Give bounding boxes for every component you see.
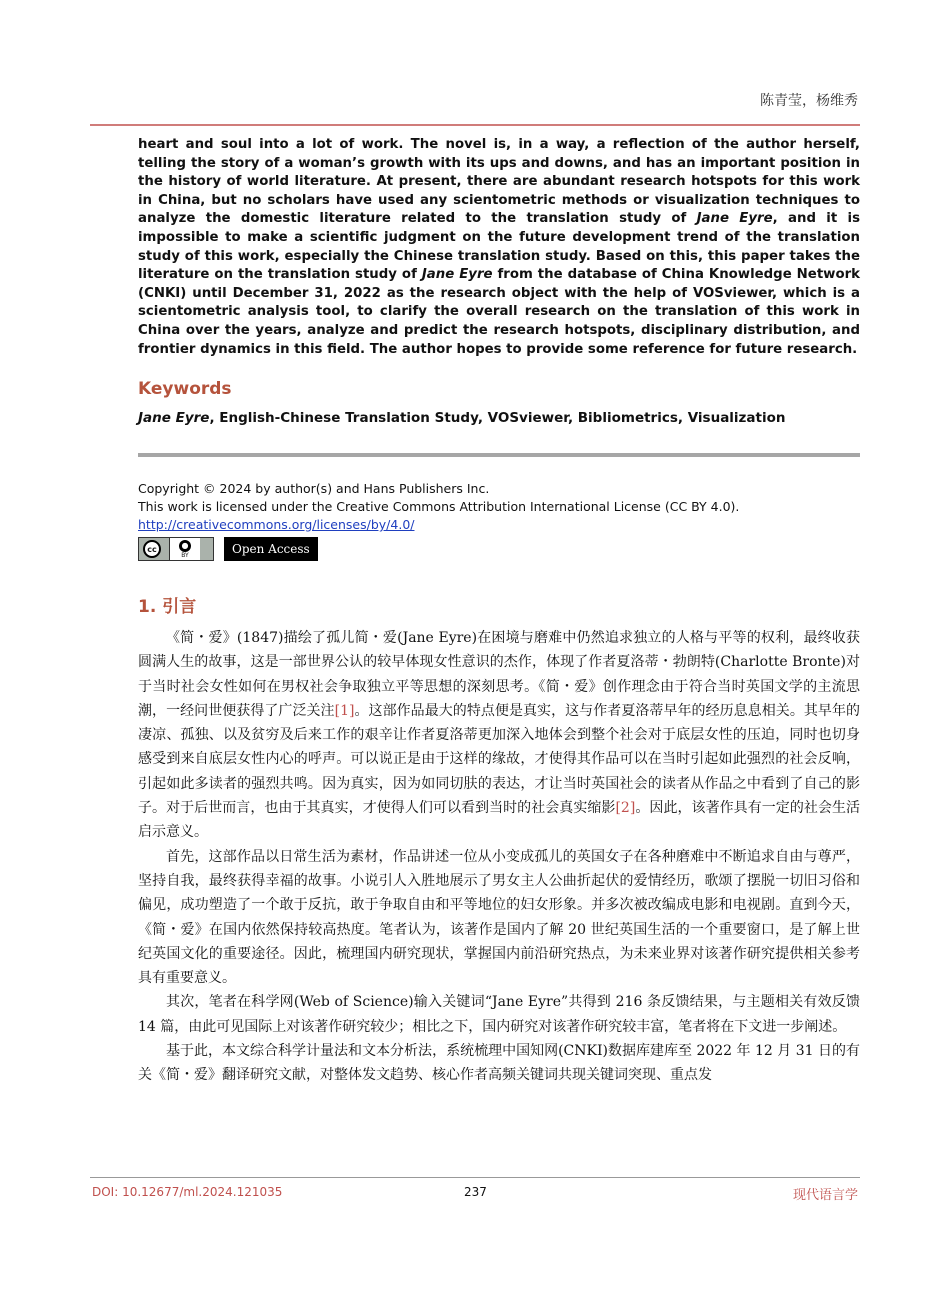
keywords-heading: Keywords <box>138 379 232 399</box>
keywords-rest: , English-Chinese Translation Study, VOSviewer, Bibliometrics, Visualization <box>209 410 786 426</box>
abstract-text <box>138 136 860 359</box>
header-divider <box>90 124 860 126</box>
citation-2[interactable]: [2] <box>615 800 636 817</box>
license-block <box>138 480 860 534</box>
abstract-part-2: , and it is impossible to make a scientific judgment on the future development trend of the translation study of this work, especially the Chinese translation study. Based on this, this paper takes the literature on the translation study of <box>138 211 860 283</box>
paragraph-1-part-b: 。这部作品最大的特点便是真实，这与作者夏洛蒂早年的经历息息相关。其早年的凄凉、孤独、以及贫穷及后来工作的艰辛让作者夏洛蒂更加深入地体会到整个社会对于底层女性的压迫，同时也切身感受到来自底层女性内心的呼声。可以说正是由于这样的缘故，才使得其作品可以在当时引起如此强烈的社会反响，引起如此多读者的强烈共鸣。因为真实，因为如同切肤的表达，才让当时英国社会的读者从作品之中看到了自己的影子。对于后世而言，也由于其真实，才使得人们可以看到当时的社会真实缩影 <box>138 702 861 817</box>
paragraph-1-part-c: 。因此，该著作具有一定的社会生活启示意义。 <box>138 800 861 841</box>
open-access-badge[interactable]: Open Access <box>224 537 318 561</box>
abstract-part-3: from the database of China Knowledge Network (CNKI) until December 31, 2022 as the research object with the help of VOSviewer, which is a scientometric analysis tool, to clarify the overall research on the translation of this work in China over the years, analyze and predict the research hotspots, disciplinary distribution, and frontier dynamics in this field. The author hopes to provide some reference for future research. <box>138 267 860 357</box>
person-icon: ● <box>179 540 191 552</box>
abstract-title-2: Jane Eyre <box>421 267 493 283</box>
footer-divider <box>90 1177 860 1178</box>
paragraph-4: 基于此，本文综合科学计量法和文本分析法，系统梳理中国知网(CNKI)数据库建库至 2022 年 12 月 31 日的有关《简・爱》翻译研究文献，对整体发文趋势、核心作者高频关键词共现关键词突现、重点发 <box>138 1043 860 1084</box>
page-number: 237 <box>464 1185 487 1199</box>
body-text <box>138 626 860 1088</box>
paragraph-3: 其次，笔者在科学网(Web of Science)输入关键词“Jane Eyre”共得到 216 条反馈结果，与主题相关有效反馈 14 篇，由此可见国际上对该著作研究较少；相比之下，国内研究对该著作研究较丰富，笔者将在下文进一步阐述。 <box>138 994 860 1035</box>
license-line: This work is licensed under the Creative Commons Attribution International License (CC BY 4.0). <box>138 499 740 514</box>
by-icon <box>169 538 200 560</box>
paragraph-1-part-a: 《简・爱》(1847)描绘了孤儿简・爱(Jane Eyre)在困境与磨难中仍然追求独立的人格与平等的权利，最终收获圆满人生的故事，这是一部世界公认的较早体现女性意识的杰作，体现了作者夏洛蒂・勃朗特(Charlotte Bronte)对于当时社会女性如何在男权社会争取独立平等思想的深刻思考。《简・爱》创作理念由于符合当时英国文学的主流思潮，一经问世便获得了广泛关注 <box>138 630 860 719</box>
paragraph-1 <box>138 626 860 845</box>
section-title: 1. 引言 <box>138 597 197 617</box>
license-badges <box>138 537 318 561</box>
abstract-part-1: heart and soul into a lot of work. The novel is, in a way, a reflection of the author herself, telling the story of a woman’s growth with its ups and downs, and has an important position in the history of world literature. At present, there are abundant research hotspots for this work in China, but no scholars have used any scientometric methods or visualization techniques to analyze the domestic literature related to the translation study of <box>138 137 860 227</box>
keyword-first: Jane Eyre <box>138 410 210 426</box>
keywords-list <box>138 410 860 426</box>
citation-1[interactable]: [1] <box>334 702 355 719</box>
paragraph-2: 首先，这部作品以日常生活为素材，作品讲述一位从小变成孤儿的英国女子在各种磨难中不断追求自由与尊严，坚持自我，最终获得幸福的故事。小说引人入胜地展示了男女主人公曲折起伏的爱情经历，歌颂了摆脱一切旧习俗和偏见，成功塑造了一个敢于反抗，敢于争取自由和平等地位的妇女形象。并多次被改编成电影和电视剧。直到今天，《简・爱》在国内依然保持较高热度。笔者认为，该著作是国内了解 20 世纪英国生活的一个重要窗口，是了解上世纪英国文化的重要途径。因此，梳理国内研究现状，掌握国内前沿研究热点，为未来业界对该著作研究提供相关参考具有重要意义。 <box>138 848 860 987</box>
copyright-line: Copyright © 2024 by author(s) and Hans Publishers Inc. <box>138 481 490 496</box>
footer-doi: DOI: 10.12677/ml.2024.121035 <box>92 1185 283 1199</box>
journal-name: 现代语言学 <box>792 1188 858 1203</box>
cc-by-badge[interactable] <box>138 537 214 561</box>
cc-icon: cc <box>143 540 161 558</box>
license-link[interactable]: http://creativecommons.org/licenses/by/4.0/ <box>138 517 415 532</box>
abstract-title-1: Jane Eyre <box>696 211 773 227</box>
section-divider <box>138 453 860 457</box>
header-authors: 陈青莹，杨维秀 <box>760 93 858 109</box>
by-label: BY <box>181 551 189 559</box>
